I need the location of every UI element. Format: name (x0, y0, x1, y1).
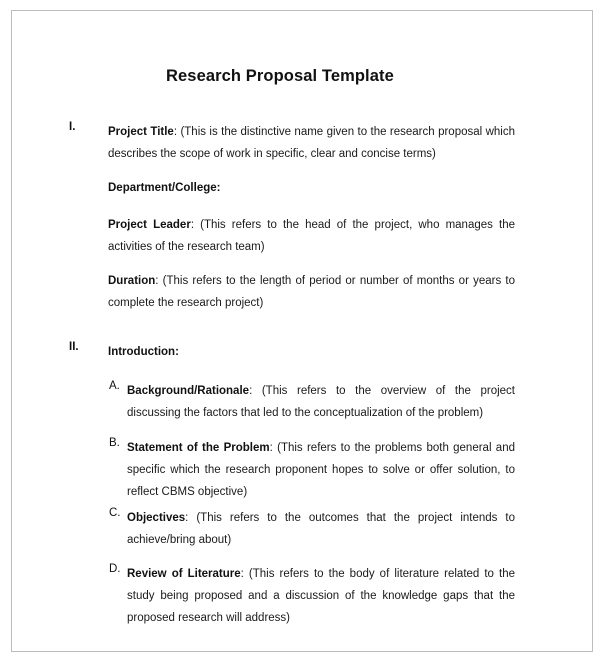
subsection-marker-a: A. (109, 380, 120, 392)
text-review-of-literature: : (This refers to the body of literature related to the study being proposed and a discussion of the knowledge gaps that the proposed research will address) (127, 568, 515, 624)
paragraph-department-college (108, 177, 515, 199)
label-review-of-literature: Review of Literature (127, 568, 241, 580)
section-marker-i: I. (69, 121, 76, 133)
label-project-leader: Project Leader (108, 219, 191, 231)
paragraph-review-of-literature (127, 563, 515, 629)
label-project-title: Project Title (108, 126, 174, 138)
document-title: Research Proposal Template (166, 67, 394, 85)
text-project-leader: : (This refers to the head of the project, who manages the activities of the research team) (108, 219, 515, 253)
text-statement-of-the-problem: : (This refers to the problems both general and specific which the research proponent hopes to solve or offer solution, to reflect CBMS objective) (127, 442, 515, 498)
text-project-title: : (This is the distinctive name given to the research proposal which describes the scope of work in specific, clear and concise terms) (108, 126, 515, 160)
label-objectives: Objectives (127, 512, 186, 524)
text-duration: : (This refers to the length of period or number of months or years to complete the research project) (108, 275, 515, 309)
document-page (11, 10, 593, 652)
paragraph-project-leader (108, 214, 515, 258)
label-background-rationale: Background/Rationale (127, 385, 250, 397)
label-introduction: Introduction: (108, 346, 179, 358)
subsection-marker-c: C. (109, 507, 121, 519)
paragraph-project-title (108, 121, 515, 165)
label-department-college: Department/College: (108, 182, 221, 194)
paragraph-introduction (108, 341, 515, 363)
paragraph-background-rationale (127, 380, 515, 424)
document-body (12, 11, 594, 653)
label-statement-of-the-problem: Statement of the Problem (127, 442, 270, 454)
paragraph-statement-of-the-problem (127, 437, 515, 503)
subsection-marker-d: D. (109, 563, 121, 575)
section-marker-ii: II. (69, 341, 79, 353)
subsection-marker-b: B. (109, 437, 120, 449)
text-objectives: : (This refers to the outcomes that the project intends to achieve/bring about) (127, 512, 515, 546)
paragraph-objectives (127, 507, 515, 551)
label-duration: Duration (108, 275, 156, 287)
paragraph-duration (108, 270, 515, 314)
text-background-rationale: : (This refers to the overview of the project discussing the factors that led to the conceptualization of the problem) (127, 385, 515, 419)
